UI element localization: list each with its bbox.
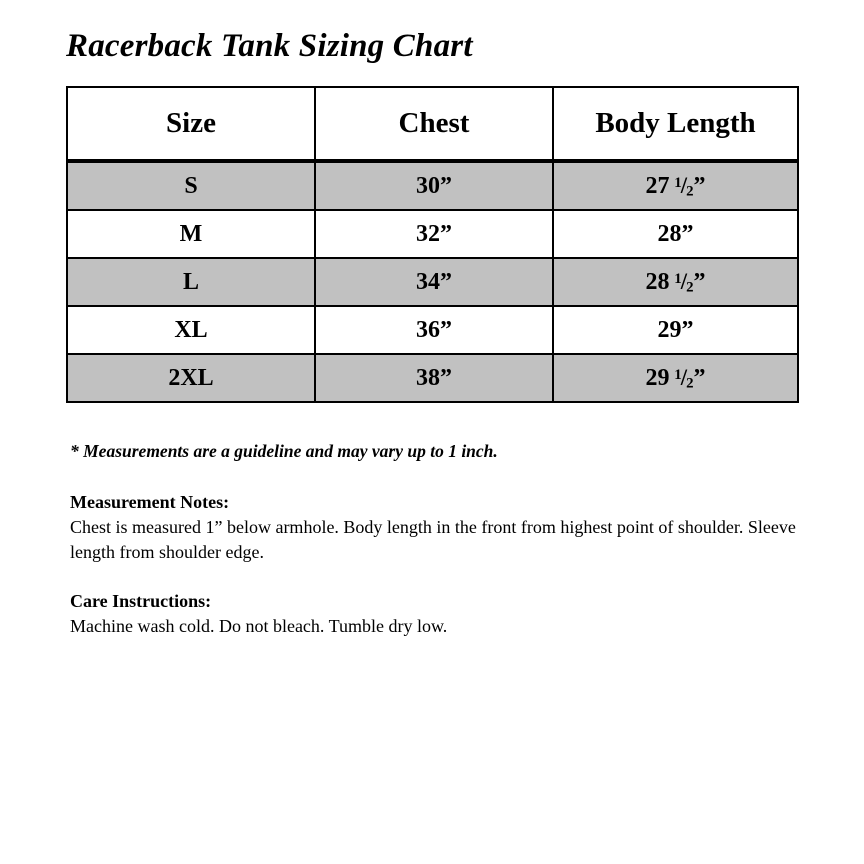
care-instructions-label: Care Instructions:: [70, 591, 212, 611]
size-cell: XL: [67, 306, 315, 354]
size-cell: L: [67, 258, 315, 306]
chest-cell: 38”: [315, 354, 553, 402]
fraction: $^1/_2$: [674, 364, 694, 392]
page-title: Racerback Tank Sizing Chart: [66, 28, 473, 64]
body-length-cell: 28”: [553, 210, 798, 258]
fraction: $^1/_2$: [674, 268, 694, 296]
chest-cell: 34”: [315, 258, 553, 306]
column-header-body-length: Body Length: [553, 87, 798, 161]
measurement-notes-label: Measurement Notes:: [70, 492, 230, 512]
table-header-row: [67, 87, 798, 161]
body-length-cell: 27 $^1/_2$”: [553, 161, 798, 210]
chest-cell: 32”: [315, 210, 553, 258]
table-row: [67, 306, 798, 354]
measurement-notes-section: [70, 492, 820, 565]
column-header-chest: Chest: [315, 87, 553, 161]
body-length-cell: 29 $^1/_2$”: [553, 354, 798, 402]
body-length-cell: 28 $^1/_2$”: [553, 258, 798, 306]
column-header-size: Size: [67, 87, 315, 161]
chest-cell: 30”: [315, 161, 553, 210]
table-row: [67, 354, 798, 402]
table-row: [67, 161, 798, 210]
table-row: [67, 210, 798, 258]
care-instructions-section: [70, 591, 820, 639]
fraction: $^1/_2$: [674, 172, 694, 200]
care-instructions-text: Machine wash cold. Do not bleach. Tumble dry low.: [70, 616, 448, 636]
sizing-table: [66, 86, 799, 403]
size-cell: S: [67, 161, 315, 210]
body-length-cell: 29”: [553, 306, 798, 354]
table-row: [67, 258, 798, 306]
size-cell: M: [67, 210, 315, 258]
chest-cell: 36”: [315, 306, 553, 354]
size-cell: 2XL: [67, 354, 315, 402]
measurement-notes-text: Chest is measured 1” below armhole. Body length in the front from highest point of shoulder. Sleeve length from shoulder edge.: [70, 517, 796, 562]
table-body: [67, 161, 798, 402]
measurement-disclaimer: * Measurements are a guideline and may vary up to 1 inch.: [70, 441, 498, 461]
